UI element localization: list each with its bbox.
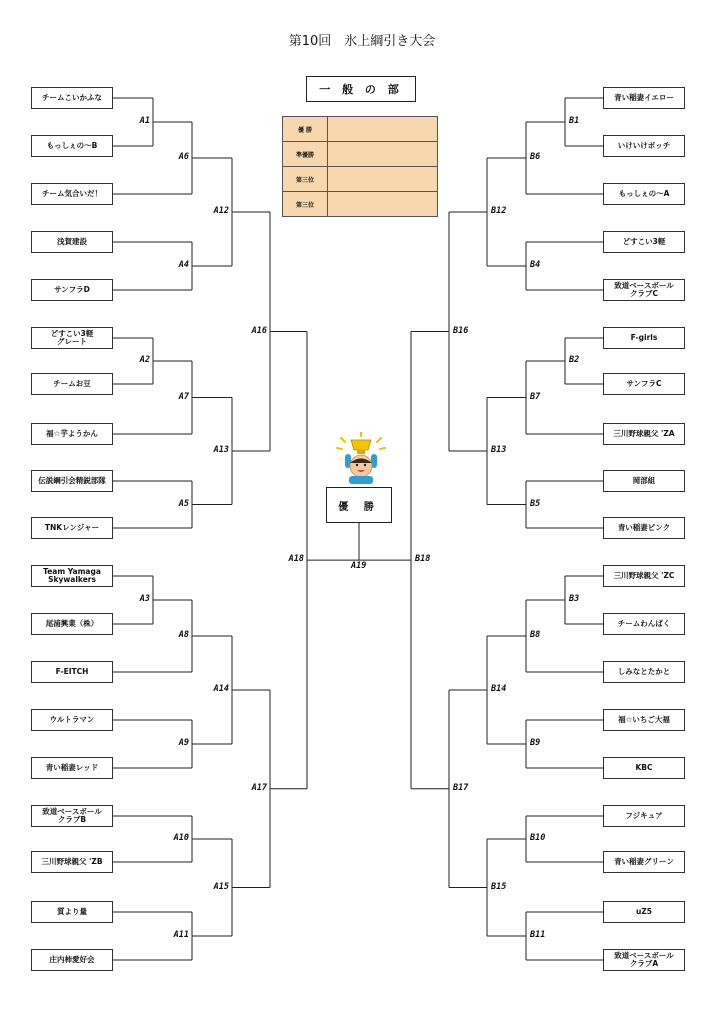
result-value bbox=[328, 167, 438, 192]
page-title: 第10回 氷上綱引き大会 bbox=[288, 34, 436, 49]
team-box: 岡部組 bbox=[603, 470, 685, 492]
match-label: B12 bbox=[491, 206, 507, 216]
match-label: B17 bbox=[453, 782, 469, 793]
match-label: A18 bbox=[288, 554, 304, 565]
match-label: A5 bbox=[178, 498, 189, 509]
match-label: B13 bbox=[491, 445, 507, 455]
result-label: 第三位 bbox=[283, 192, 328, 217]
team-box: サンフラD bbox=[31, 279, 113, 301]
team-box: ウルトラマン bbox=[31, 709, 113, 731]
match-label: B9 bbox=[530, 738, 541, 748]
team-box: 三川野球親父 'ZA bbox=[603, 423, 685, 445]
match-label: B8 bbox=[530, 630, 541, 640]
team-box: 三川野球親父 'ZC bbox=[603, 565, 685, 587]
match-label: B7 bbox=[530, 391, 541, 402]
result-label: 優 勝 bbox=[283, 117, 328, 142]
team-box: サンフラC bbox=[603, 373, 685, 395]
team-box: 青い稲妻レッド bbox=[31, 757, 113, 779]
match-label: A6 bbox=[178, 152, 189, 162]
team-box: Team Yamaga Skywalkers bbox=[31, 565, 113, 587]
team-box: もっしぇの〜A bbox=[603, 183, 685, 205]
match-label: B11 bbox=[530, 930, 546, 940]
team-box: 致道ベースボール クラブA bbox=[603, 949, 685, 971]
match-label: A4 bbox=[178, 260, 189, 270]
results-row bbox=[283, 117, 438, 142]
team-box: いけいけボッチ bbox=[603, 135, 685, 157]
champion-box: 優 勝 bbox=[326, 487, 392, 523]
team-box: 福☆いちご大福 bbox=[603, 709, 685, 731]
team-box: どすこい3軽 bbox=[603, 231, 685, 253]
team-box: 伝説綱引会精鋭部隊 bbox=[31, 470, 113, 492]
trophy-icon bbox=[331, 432, 391, 484]
result-value bbox=[328, 117, 438, 142]
match-label: A14 bbox=[213, 684, 229, 694]
match-label: B1 bbox=[569, 116, 580, 126]
match-label: B4 bbox=[530, 260, 541, 270]
team-box: チーム気合いだ！ bbox=[31, 183, 113, 205]
match-label: B14 bbox=[491, 684, 507, 694]
team-box: 青い稲妻ピンク bbox=[603, 517, 685, 539]
match-label: B18 bbox=[415, 554, 431, 565]
team-box: チームこいかふな bbox=[31, 87, 113, 109]
team-box: どすこい3軽 グレート bbox=[31, 327, 113, 349]
match-label: A3 bbox=[139, 594, 150, 604]
match-label: A19 bbox=[351, 561, 367, 572]
team-box: 致道ベースボール クラブB bbox=[31, 805, 113, 827]
match-label: A16 bbox=[251, 325, 267, 336]
team-box: 質より量 bbox=[31, 901, 113, 923]
match-label: B16 bbox=[453, 325, 469, 336]
result-label: 第三位 bbox=[283, 167, 328, 192]
match-label: A10 bbox=[173, 833, 189, 843]
match-label: A2 bbox=[139, 355, 150, 365]
team-box: フジキュア bbox=[603, 805, 685, 827]
results-table bbox=[282, 116, 438, 217]
match-label: A15 bbox=[213, 881, 229, 892]
match-label: A8 bbox=[178, 630, 189, 640]
match-label: A13 bbox=[213, 445, 229, 455]
team-box: しみなとたかと bbox=[603, 661, 685, 683]
result-value bbox=[328, 192, 438, 217]
team-box: 青い稲妻グリーン bbox=[603, 851, 685, 873]
team-box: チームわんぱく bbox=[603, 613, 685, 635]
match-label: B3 bbox=[569, 594, 580, 604]
team-box: KBC bbox=[603, 757, 685, 779]
match-label: A1 bbox=[139, 116, 150, 126]
match-label: B5 bbox=[530, 498, 541, 509]
match-label: B10 bbox=[530, 833, 546, 843]
team-box: チームお豆 bbox=[31, 373, 113, 395]
match-label: A9 bbox=[178, 738, 189, 748]
team-box: 庄内柿愛好会 bbox=[31, 949, 113, 971]
team-box: 福☆芋ようかん bbox=[31, 423, 113, 445]
match-label: B6 bbox=[530, 152, 541, 162]
team-box: 青い稲妻イエロー bbox=[603, 87, 685, 109]
team-box: F-girls bbox=[603, 327, 685, 349]
match-label: A11 bbox=[173, 930, 189, 940]
team-box: もっしぇの〜B bbox=[31, 135, 113, 157]
result-label: 準優勝 bbox=[283, 142, 328, 167]
team-box: 浅賀建設 bbox=[31, 231, 113, 253]
division-label: 一 般 の 部 bbox=[306, 76, 416, 102]
team-box: TNKレンジャー bbox=[31, 517, 113, 539]
match-label: A7 bbox=[178, 391, 189, 402]
match-label: A12 bbox=[213, 206, 229, 216]
team-box: uZ5 bbox=[603, 901, 685, 923]
team-box: 致道ベースボール クラブC bbox=[603, 279, 685, 301]
team-box: 尾浦興業（株） bbox=[31, 613, 113, 635]
result-value bbox=[328, 142, 438, 167]
results-row bbox=[283, 142, 438, 167]
match-label: B2 bbox=[569, 355, 580, 365]
match-label: A17 bbox=[251, 782, 267, 793]
results-row bbox=[283, 167, 438, 192]
team-box: F-EITCH bbox=[31, 661, 113, 683]
results-row bbox=[283, 192, 438, 217]
match-label: B15 bbox=[491, 881, 507, 892]
team-box: 三川野球親父 'ZB bbox=[31, 851, 113, 873]
